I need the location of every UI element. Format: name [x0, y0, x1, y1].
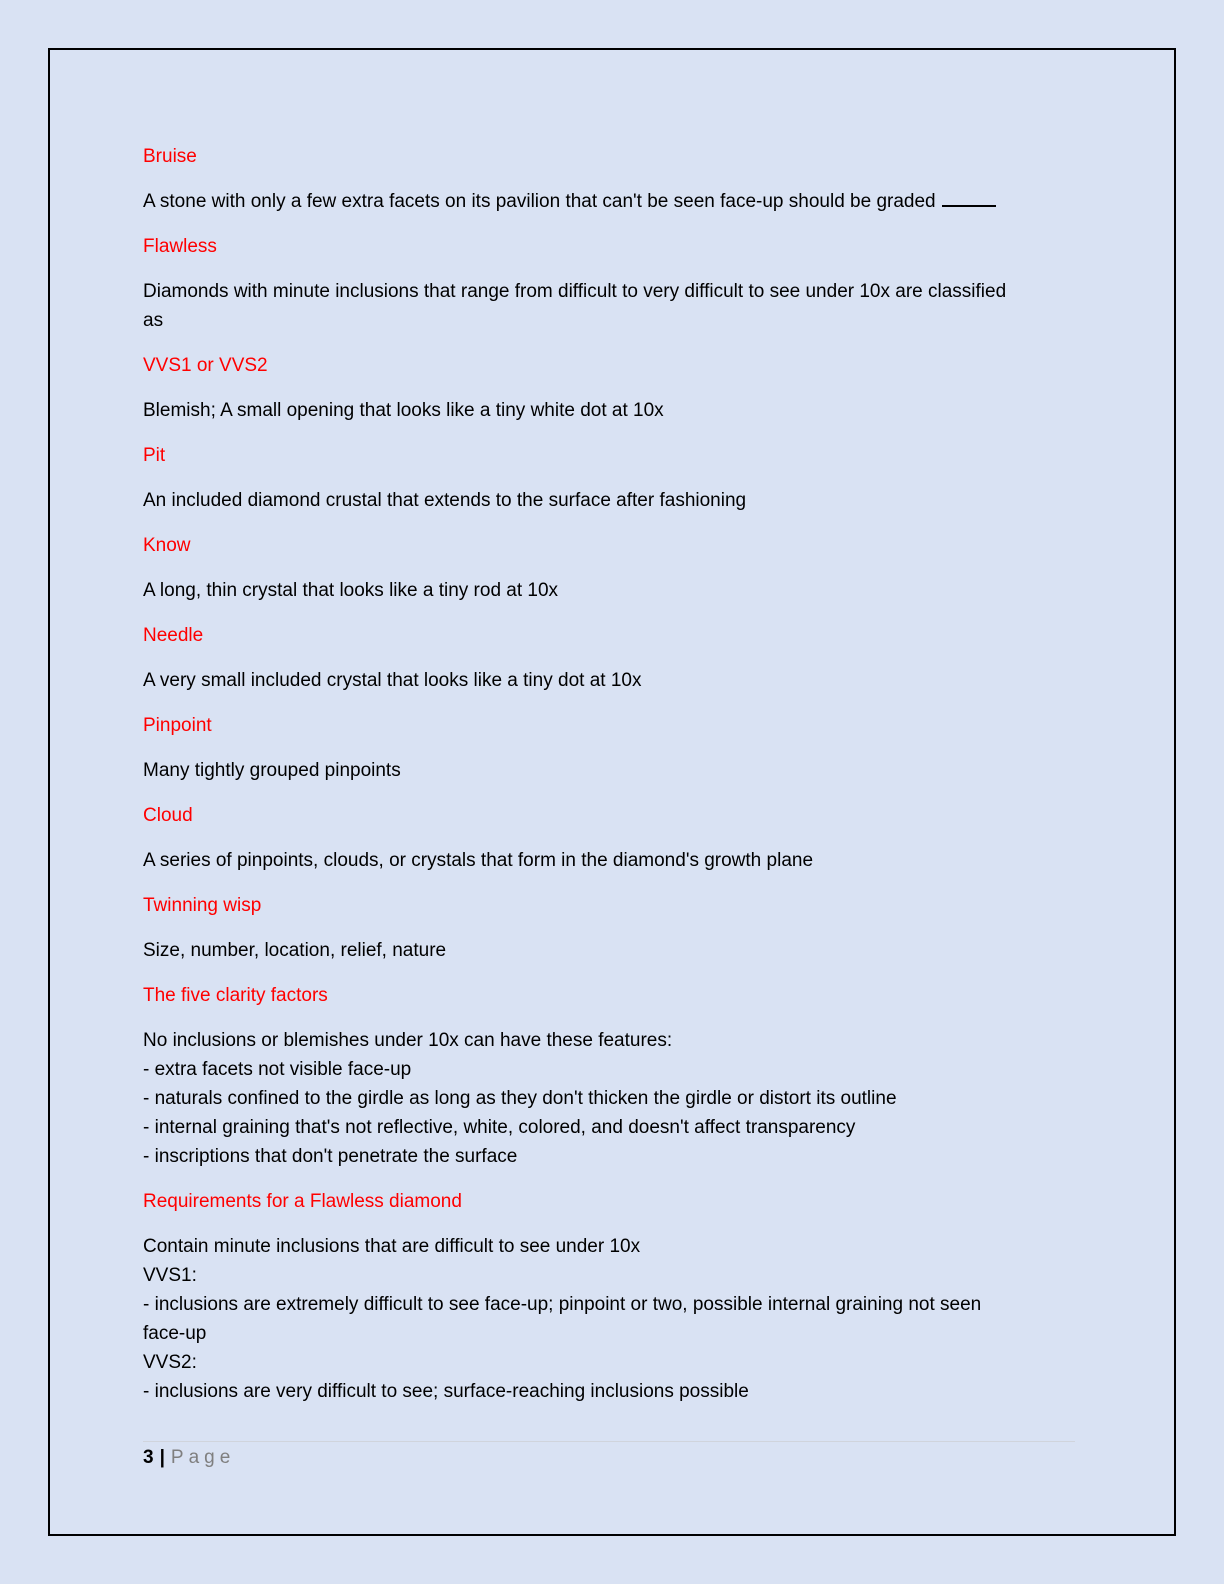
answer-blank	[942, 191, 996, 207]
definition-line: - inclusions are very difficult to see; surface-reaching inclusions possible	[143, 1381, 749, 1402]
definition-line: A stone with only a few extra facets on its pavilion that can't be seen face-up should be graded	[143, 191, 936, 212]
term-heading: Flawless	[143, 236, 217, 257]
footer-separator: |	[159, 1447, 165, 1468]
term-heading: Twinning wisp	[143, 895, 262, 916]
definition-line: Size, number, location, relief, nature	[143, 940, 447, 961]
definition-line: face-up	[143, 1323, 207, 1344]
document-content	[143, 142, 1083, 1422]
definition-line: Diamonds with minute inclusions that range from difficult to very difficult to see under 10x are classified	[143, 281, 1007, 302]
term-definition	[143, 576, 1083, 605]
term-heading: Pit	[143, 445, 166, 466]
term-definition	[143, 396, 1083, 425]
term-heading: Requirements for a Flawless diamond	[143, 1191, 462, 1212]
term-heading: Cloud	[143, 805, 193, 826]
definition-line: An included diamond crustal that extends to the surface after fashioning	[143, 490, 747, 511]
definition-line: - internal graining that's not reflective, white, colored, and doesn't affect transparency	[143, 1117, 856, 1138]
term-definition	[143, 1232, 1083, 1406]
term-heading: Bruise	[143, 146, 197, 167]
definition-line: VVS1:	[143, 1265, 197, 1286]
definition-line: - inscriptions that don't penetrate the surface	[143, 1146, 518, 1167]
page-label: Page	[170, 1447, 236, 1468]
definition-line: Many tightly grouped pinpoints	[143, 760, 401, 781]
term-definition	[143, 486, 1083, 515]
term-heading: Know	[143, 535, 191, 556]
page-footer	[143, 1446, 235, 1470]
term-definition	[143, 756, 1083, 785]
page-number: 3	[143, 1447, 154, 1468]
definition-line: - naturals confined to the girdle as long as they don't thicken the girdle or distort its outline	[143, 1088, 897, 1109]
definition-line: A long, thin crystal that looks like a tiny rod at 10x	[143, 580, 559, 601]
definition-line: Blemish; A small opening that looks like a tiny white dot at 10x	[143, 400, 664, 421]
definition-line: A very small included crystal that looks like a tiny dot at 10x	[143, 670, 642, 691]
definition-line: A series of pinpoints, clouds, or crystals that form in the diamond's growth plane	[143, 850, 814, 871]
term-heading: Needle	[143, 625, 204, 646]
term-definition	[143, 1026, 1083, 1171]
definition-line: No inclusions or blemishes under 10x can have these features:	[143, 1030, 673, 1051]
definition-line: - extra facets not visible face-up	[143, 1059, 412, 1080]
term-heading: VVS1 or VVS2	[143, 355, 268, 376]
definition-line: as	[143, 310, 164, 331]
term-definition	[143, 277, 1083, 335]
definition-line: Contain minute inclusions that are difficult to see under 10x	[143, 1236, 641, 1257]
footer-divider	[143, 1441, 1075, 1442]
definition-line: - inclusions are extremely difficult to see face-up; pinpoint or two, possible internal graining not seen	[143, 1294, 982, 1315]
definition-line: VVS2:	[143, 1352, 197, 1373]
term-heading: The five clarity factors	[143, 985, 328, 1006]
term-definition	[143, 187, 1083, 216]
term-heading: Pinpoint	[143, 715, 212, 736]
term-definition	[143, 666, 1083, 695]
term-definition	[143, 846, 1083, 875]
term-definition	[143, 936, 1083, 965]
